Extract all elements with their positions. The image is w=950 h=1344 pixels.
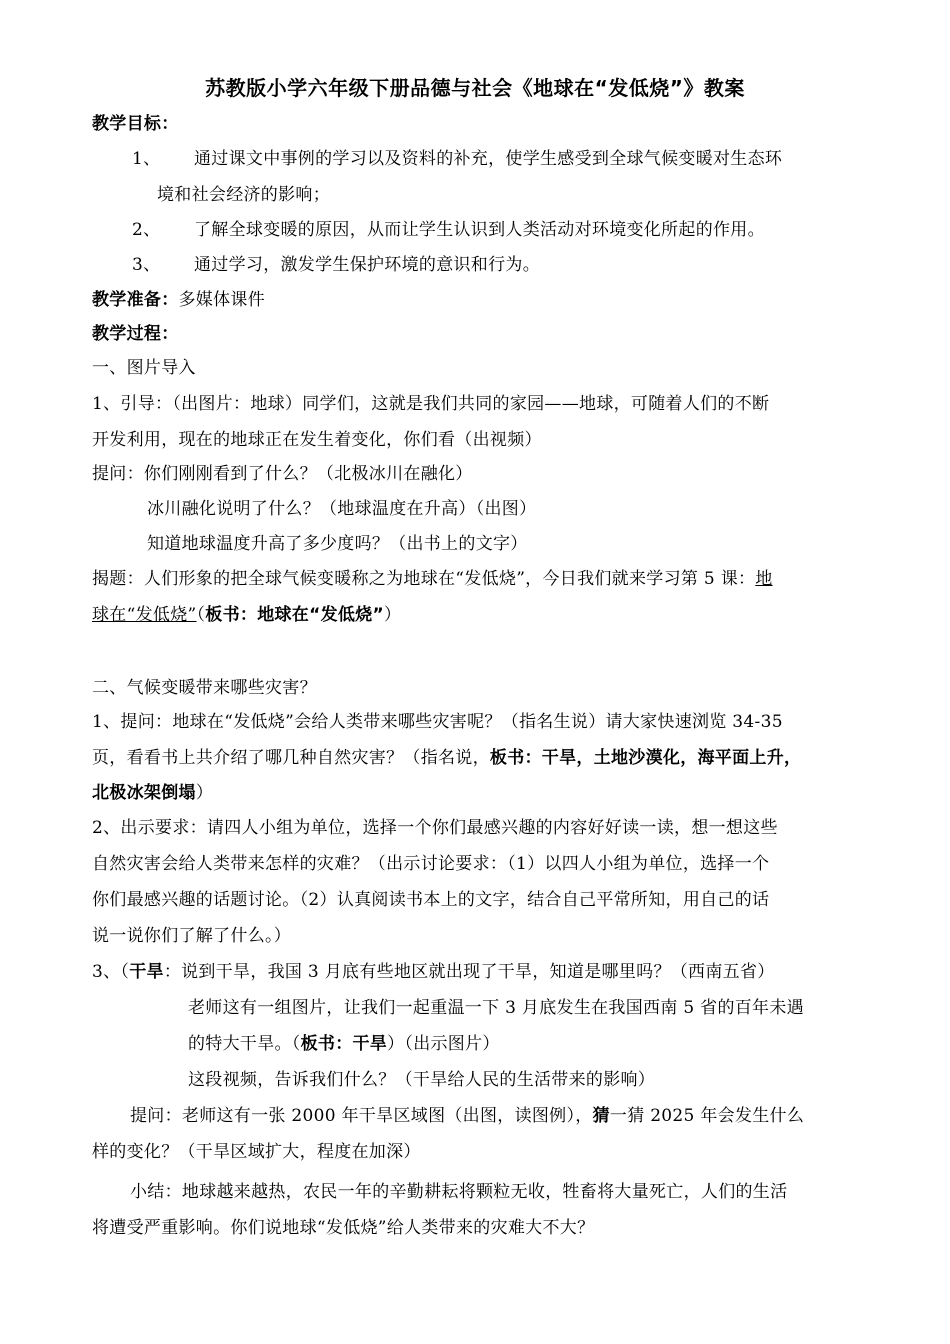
objective-1-continued: 境和社会经济的影响；: [157, 185, 330, 205]
paragraph-text: 页，看看书上共介绍了哪几种自然灾害？（指名说，: [92, 748, 490, 768]
section1-heading: 一、图片导入: [92, 358, 196, 378]
paren: ）: [383, 605, 402, 625]
objective-1: [132, 147, 782, 171]
section2-paragraph-line: [92, 746, 801, 770]
drought-line: [188, 1032, 500, 1056]
paragraph-text: 3、（: [92, 962, 130, 982]
drought-line: 这段视频，告诉我们什么？（干旱给人民的生活带来的影响）: [188, 1070, 656, 1090]
paragraph-text: 的特大干旱。（: [188, 1034, 301, 1054]
question-line: [130, 1104, 804, 1128]
document-title: 苏教版小学六年级下册品德与社会《地球在“发低烧”》教案: [205, 76, 745, 100]
paragraph-text: 提问：老师这有一张 2000 年干旱区域图（出图，读图例），: [130, 1106, 593, 1126]
objective-3: [132, 253, 540, 277]
reveal-topic-line: [92, 603, 401, 627]
section1-paragraph-line: 开发利用，现在的地球正在发生着变化，你们看（出视频）: [92, 430, 542, 450]
lesson-title-underlined: 地: [755, 569, 773, 589]
emphasis: 猜: [592, 1106, 610, 1126]
objectives-heading: 教学目标：: [92, 114, 179, 134]
preparation-value: 多媒体课件: [178, 290, 265, 310]
section2-paragraph-line: 1、提问：地球在“发低烧”会给人类带来哪些灾害呢？（指名生说）请大家快速浏览 34-35: [92, 712, 783, 732]
objective-number: 2、: [132, 220, 161, 240]
summary-line: 将遭受严重影响。你们说地球“发低烧”给人类带来的灾难大不大？: [92, 1218, 595, 1238]
objective-number: 3、: [132, 255, 161, 275]
paragraph-text: ）（出示图片）: [387, 1034, 500, 1054]
blackboard-note: 板书：地球在“发低烧”: [205, 605, 384, 625]
summary-line: 小结：地球越来越热，农民一年的辛勤耕耘将颗粒无收，牲畜将大量死亡，人们的生活: [130, 1182, 788, 1202]
objective-text: 了解全球变暖的原因，从而让学生认识到人类活动对环境变化所起的作用。: [194, 220, 765, 240]
section2-paragraph-line: 自然灾害会给人类带来怎样的灾难？（出示讨论要求：（1）以四人小组为单位，选择一个: [92, 854, 770, 874]
objective-number: 1、: [132, 149, 161, 169]
question-line: 知道地球温度升高了多少度吗？（出书上的文字）: [147, 534, 528, 554]
blackboard-note: 北极冰架倒塌: [92, 783, 196, 803]
drought-line: [92, 960, 775, 984]
objective-text: 通过学习，激发学生保护环境的意识和行为。: [194, 255, 540, 275]
section2-paragraph-line: [92, 781, 213, 805]
section2-paragraph-line: 2、出示要求：请四人小组为单位，选择一个你们最感兴趣的内容好好读一读，想一想这些: [92, 818, 778, 838]
drought-line: 老师这有一组图片，让我们一起重温一下 3 月底发生在我国西南 5 省的百年未遇: [188, 998, 804, 1018]
question-line: 冰川融化说明了什么？（地球温度在升高）（出图）: [147, 499, 537, 519]
paragraph-text: ）: [195, 783, 214, 803]
question-line: 样的变化？（干旱区域扩大，程度在加深）: [92, 1142, 421, 1162]
reveal-topic-line: [92, 567, 773, 591]
process-heading: 教学过程：: [92, 324, 179, 344]
reveal-text: 揭题：人们形象的把全球气候变暖称之为地球在“发低烧”，今日我们就来学习第 5 课：: [92, 569, 756, 589]
blackboard-note: 板书：干旱: [300, 1034, 388, 1054]
preparation-line: [92, 288, 265, 312]
blackboard-note: 板书：干旱，土地沙漠化，海平面上升，: [489, 748, 802, 768]
section1-paragraph-line: 1、引导：（出图片：地球）同学们，这就是我们共同的家园——地球，可随着人们的不断: [92, 394, 770, 414]
section2-heading: 二、气候变暖带来哪些灾害？: [92, 678, 317, 698]
objective-2: [132, 218, 765, 242]
section2-paragraph-line: 说一说你们了解了什么。）: [92, 926, 292, 946]
objective-text: 通过课文中事例的学习以及资料的补充，使学生感受到全球气候变暖对生态环: [194, 149, 783, 169]
section2-paragraph-line: 你们最感兴趣的话题讨论。（2）认真阅读书本上的文字，结合自己平常所知，用自己的话: [92, 890, 770, 910]
paren: （: [196, 605, 206, 625]
paragraph-text: 一猜 2025 年会发生什么: [609, 1106, 805, 1126]
paragraph-text: ：说到干旱，我国 3 月底有些地区就出现了干旱，知道是哪里吗？（西南五省）: [163, 962, 775, 982]
drought-label: 干旱: [129, 962, 164, 982]
preparation-label: 教学准备：: [92, 290, 179, 310]
question-line: 提问：你们刚刚看到了什么？（北极冰川在融化）: [92, 464, 473, 484]
lesson-title-underlined: 球在“发低烧”: [92, 605, 197, 625]
